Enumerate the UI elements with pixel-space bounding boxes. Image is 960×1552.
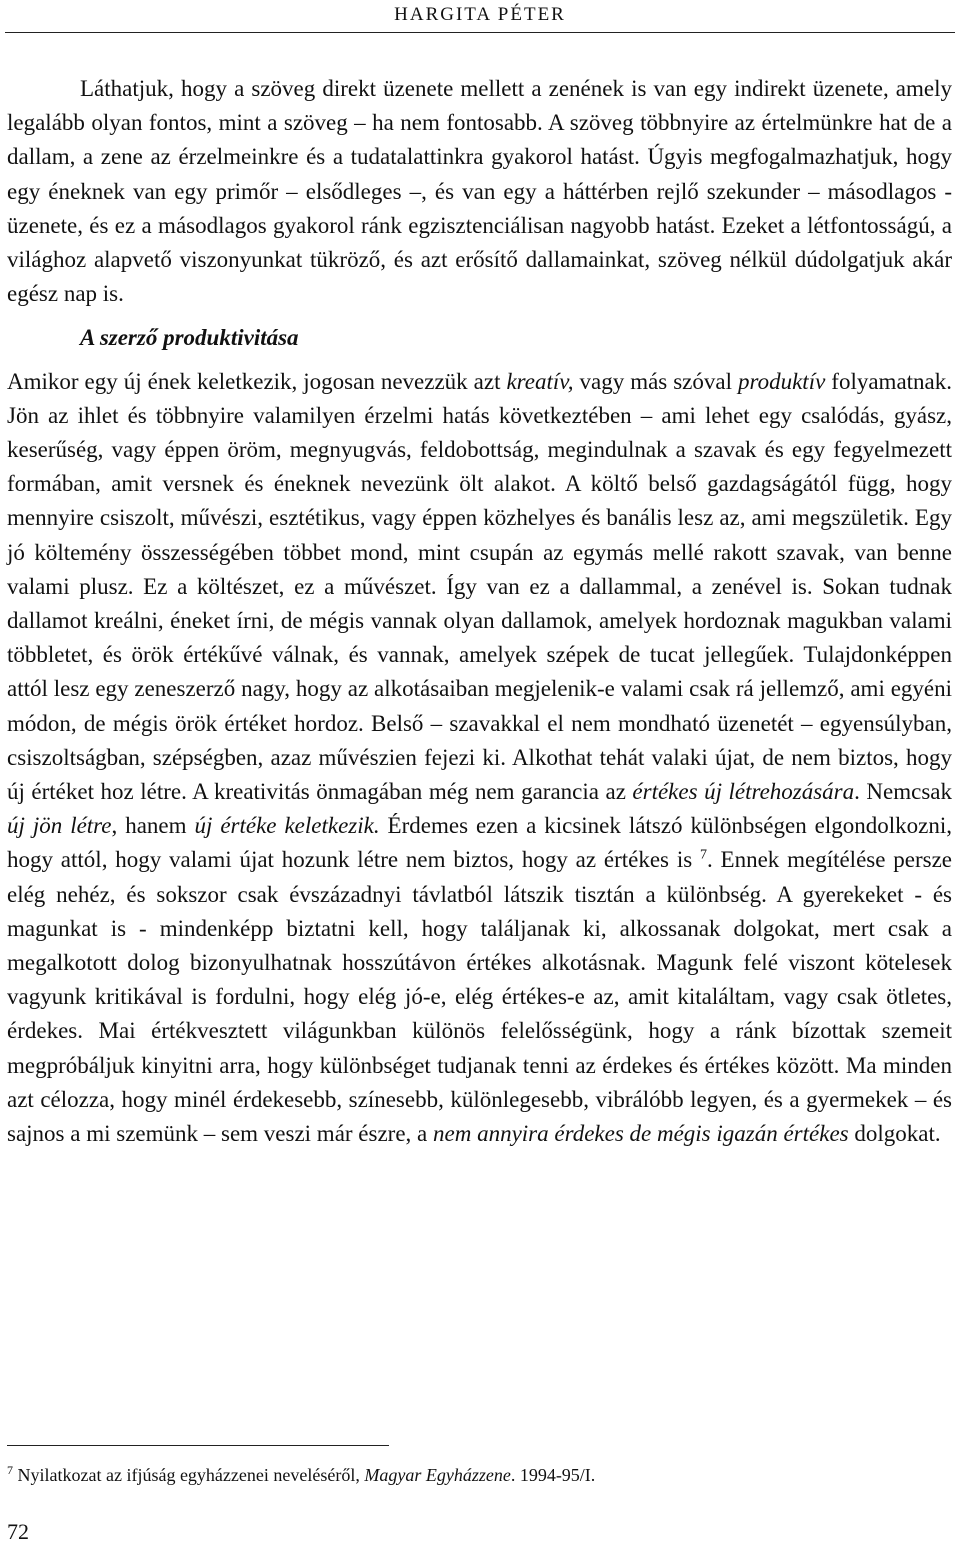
footnote-reference[interactable]: 7 (699, 847, 707, 863)
footnote-source: Magyar Egyházzene (364, 1465, 511, 1485)
p2-italic-uj-erteke: új értéke keletkezik. (194, 813, 380, 839)
footnote-text: Nyilatkozat az ifjúság egyházzenei neveléséről, (13, 1465, 365, 1485)
p2-text: . Ennek megítélése persze elég nehéz, és sokszor csak évszázadnyi távlatból látszik tisztán a különbség. A gyerekeket - és magunkat is - mindenképp biztatni kell, hogy találjanak ki, alkossanak dolgokat, mert csak a megalkotott dolog bizonyulhatnak hosszútávon értékes alkotásnak. Magunk felé viszont kötelesek vagyunk kritikával is fordulni, hogy elég jó-e, elég értékes-e az, amit kitaláltam, vagy csak ötletes, érdekes. Mai értékvesztett világunkban különös felelősségünk, hogy a ránk bízottak szemeit megpróbáljuk kinyitni arra, hogy különbséget tudjanak tenni az érdekes és értékes között. Ma minden azt célozza, hogy minél érdekesebb, színesebb, különlegesebb, vibrálóbb legyen, és a gyermekek – és sajnos a mi szemünk – sem veszi már észre, a (7, 847, 952, 1147)
page-body (7, 40, 952, 1151)
paragraph-1: Láthatjuk, hogy a szöveg direkt üzenete mellett a zenének is van egy indirekt üzenete, amely legalább olyan fontos, mint a szöveg – ha nem fontosabb. A szöveg többnyire az értelmünkre hat de a dallam, a zene az érzelmeinkre és a tudatalattinkra gyakorol hatást. Úgyis megfogalmazhatjuk, hogy egy éneknek van egy primőr – elsődleges –, és van egy a háttérben rejlő szekunder – másodlagos - üzenete, és ez a másodlagos gyakorol ránk egzisztenciálisan nagyobb hatást. Ezeket a létfontosságú, a világhoz alapvető viszonyunkat tükröző, és azt erősítő dallamainkat, szöveg nélkül dúdolgatjuk akár egész nap is. (7, 76, 952, 307)
running-title: HARGITA PÉTER (394, 4, 566, 25)
p2-text: folyamatnak. Jön az ihlet és többnyire valamilyen érzelmi hatás következtében – ami lehet egy csalódás, gyász, keserűség, vagy éppen öröm, megnyugvás, feldobottság, megindulnak a szavak és egy fegyelmezett formában, amit versnek és éneknek nevezünk ölt alakot. A költő belső gazdagságától függ, hogy mennyire csiszolt, művészi, esztétikus, vagy éppen közhelyes és banális lesz az, ami megszületik. Egy jó költemény összességében többet mond, mint csupán az egymás mellé rakott szavak, van benne valami plusz. Ez a költészet, ez a művészet. Így van ez a dallammal, a zenével is. Sokan tudnak dallamot kreálni, éneket írni, de mégis vannak olyan dallamok, amelyek hordoznak magukban valami többletet, és örök értékűvé válnak, és vannak, amelyek szépek de tucat jellegűek. Tulajdonképpen attól lesz egy zeneszerző nagy, hogy az alkotásaiban megjelenik-e valami csak rá jellemző, ami egyéni módon, de mégis örök értéket hordoz. Belső – szavakkal el nem mondható üzenetét – egyensúlyban, csiszoltságban, szépségben, azaz művészien fejezi ki. Alkothat tehát valaki újat, de nem biztos, hogy új értéket hoz létre. A kreativitás önmagában még nem garancia az (7, 368, 952, 805)
p2-text: Amikor egy új ének keletkezik, jogosan nevezzük azt (7, 368, 507, 394)
p2-text: . Nemcsak (854, 779, 952, 805)
p2-italic-ertekes-uj: értékes új létrehozására (632, 779, 855, 805)
running-header (5, 0, 955, 33)
p2-italic-nem-annyira: nem annyira érdekes de mégis igazán értékes (433, 1121, 849, 1147)
paragraph-2 (7, 365, 952, 1152)
footnote-number: 7 (7, 1463, 13, 1477)
p2-text: , hanem (111, 813, 195, 839)
p2-text: dolgokat. (848, 1121, 941, 1147)
section-heading: A szerző produktivitása (80, 325, 299, 351)
p2-italic-uj-jon-letre: új jön létre (7, 813, 112, 839)
footnote-tail: . 1994-95/I. (510, 1465, 596, 1485)
page-number: 72 (7, 1519, 29, 1544)
p2-text: Érdemes ezen a kicsinek látszó különbségen elgondolkozni, hogy attól, hogy valami újat hozunk létre nem biztos, hogy az értékes is (7, 813, 952, 873)
p2-italic-produktiv: produktív (738, 368, 826, 394)
p2-text: vagy más szóval (573, 368, 738, 394)
footnote (7, 1458, 952, 1487)
footnote-divider (7, 1445, 389, 1446)
p2-italic-kreativ: kreatív, (506, 368, 574, 394)
